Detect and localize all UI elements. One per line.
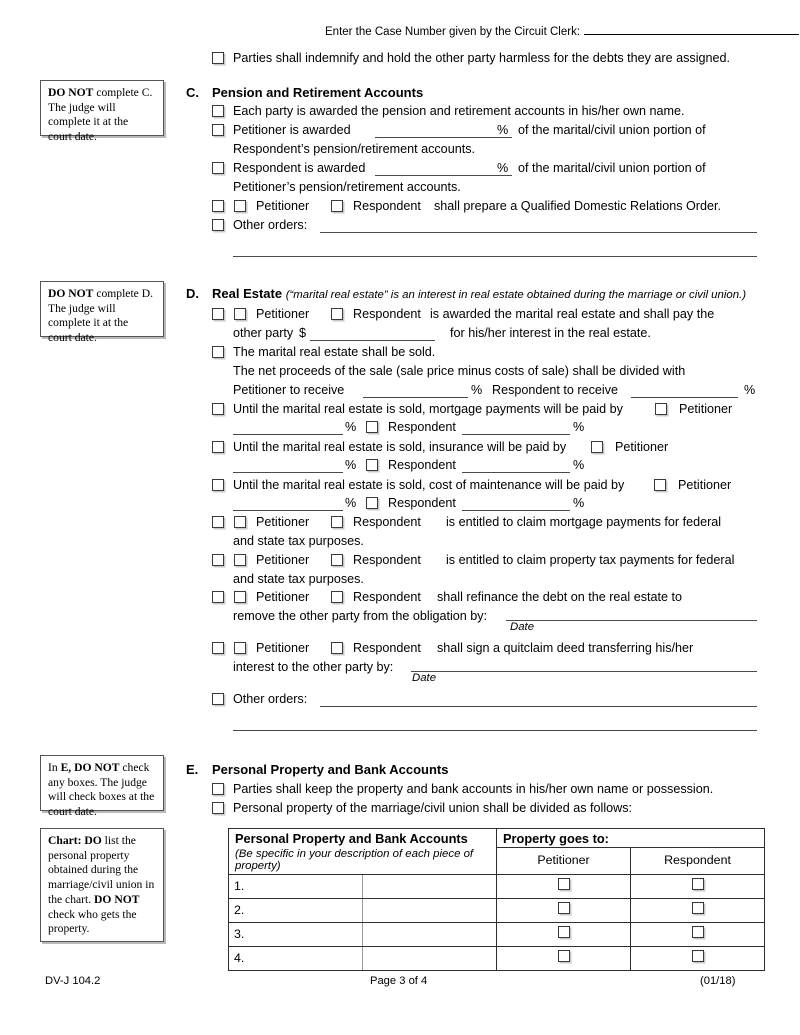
note-chart-bold1: Chart: DO (48, 834, 102, 847)
checkbox-indemnify[interactable] (212, 52, 224, 64)
table-row (229, 898, 765, 922)
c-petitioner-awarded-line2: Respondent’s pension/retirement accounts. (233, 142, 475, 156)
d-mortgage-percent-1: % (345, 420, 357, 434)
table-row-number: 1. (229, 874, 363, 898)
checkbox-row3-respondent[interactable] (692, 926, 704, 938)
note-chart-line4: marriage/civil union in (48, 878, 155, 892)
c-qdro-tail: shall prepare a Qualified Domestic Relations Order. (434, 199, 721, 213)
table-row-number: 4. (229, 946, 363, 970)
note-chart-line5a: the chart. (48, 892, 95, 906)
note-c-line4: court date. (48, 130, 97, 144)
c-other-orders-blank-2[interactable] (233, 256, 757, 257)
d-maintenance-percent-2: % (573, 496, 585, 510)
checkbox-c-respondent-awarded[interactable] (212, 162, 224, 174)
note-e-post: check (119, 761, 150, 774)
checkbox-row1-petitioner[interactable] (558, 878, 570, 890)
footer-page-number: Page 3 of 4 (370, 975, 428, 987)
note-e-line3: will check boxes at the (48, 790, 155, 804)
indemnify-text: Parties shall indemnify and hold the other party harmless for the debts they are assigned. (233, 51, 731, 65)
checkbox-d-property-claim-respondent[interactable] (331, 554, 343, 566)
c-respondent-percent-symbol: % (497, 161, 509, 175)
note-d-rest: complete D. (93, 287, 153, 300)
d-net-proceeds-text: The net proceeds of the sale (sale price minus costs of sale) shall be divided with (233, 364, 686, 378)
table-cell-respondent[interactable] (631, 898, 765, 922)
table-cell-respondent[interactable] (631, 922, 765, 946)
c-respondent-awarded-line2: Petitioner’s pension/retirement accounts. (233, 180, 461, 194)
table-row-description[interactable] (363, 874, 497, 898)
c-qdro-respondent-label: Respondent (353, 199, 421, 213)
d-quitclaim-line2: interest to the other party by: (233, 660, 394, 674)
table-row-number: 3. (229, 922, 363, 946)
checkbox-d-property-claim-item[interactable] (212, 554, 224, 566)
section-e-title: Personal Property and Bank Accounts (212, 762, 449, 777)
d-insurance-percent-2: % (573, 458, 585, 472)
d-other-orders-blank-2[interactable] (233, 730, 757, 731)
checkbox-c-each-party[interactable] (212, 105, 224, 117)
d-shall-be-sold-text: The marital real estate shall be sold. (233, 345, 436, 359)
checkbox-d-quitclaim-item[interactable] (212, 642, 224, 654)
d-refinance-petitioner-label: Petitioner (256, 590, 310, 604)
d-dollar-sign: $ (299, 326, 307, 340)
d-maintenance-petitioner-label: Petitioner (678, 478, 732, 492)
section-d-letter: D. (186, 286, 199, 301)
e-divide-property-text: Personal property of the marriage/civil union shall be divided as follows: (233, 801, 633, 815)
checkbox-d-mortgage-claim-petitioner[interactable] (234, 516, 246, 528)
d-for-interest-text: for his/her interest in the real estate. (450, 326, 651, 340)
table-header-main: Personal Property and Bank Accounts (229, 829, 497, 848)
d-insurance-text: Until the marital real estate is sold, insurance will be paid by (233, 440, 567, 454)
personal-property-table (228, 828, 765, 971)
table-cell-petitioner[interactable] (497, 874, 631, 898)
note-chart-line6: check who gets the (48, 907, 137, 921)
c-petitioner-awarded-tail: of the marital/civil union portion of (518, 123, 706, 137)
table-row (229, 874, 765, 898)
d-petitioner-receive-percent: % (471, 383, 483, 397)
checkbox-d-mortgage-petitioner[interactable] (655, 403, 667, 415)
checkbox-row1-respondent[interactable] (692, 878, 704, 890)
note-e-bold: E, DO NOT (60, 761, 120, 774)
d-mortgage-percent-2: % (573, 420, 585, 434)
section-d-title-text: Real Estate (212, 286, 283, 301)
note-c-line3: complete it at the (48, 115, 129, 129)
checkbox-row4-petitioner[interactable] (558, 950, 570, 962)
section-c-title: Pension and Retirement Accounts (212, 85, 424, 100)
d-mortgage-claim-line2: and state tax purposes. (233, 534, 364, 548)
d-mortgage-petitioner-percent-blank[interactable] (233, 434, 343, 435)
table-row-description[interactable] (363, 922, 497, 946)
d-quitclaim-date-blank[interactable] (411, 671, 757, 672)
d-mortgage-claim-respondent-label: Respondent (353, 515, 421, 529)
d-petitioner-receive-label: Petitioner to receive (233, 383, 345, 397)
table-cell-respondent[interactable] (631, 874, 765, 898)
checkbox-c-qdro-petitioner[interactable] (234, 200, 246, 212)
d-property-claim-tail: is entitled to claim property tax payments for federal (446, 553, 735, 567)
case-number-header (325, 25, 799, 38)
d-mortgage-respondent-percent-blank[interactable] (462, 434, 570, 435)
section-e-letter: E. (186, 762, 199, 777)
checkbox-d-mortgage[interactable] (212, 403, 224, 415)
checkbox-row2-petitioner[interactable] (558, 902, 570, 914)
d-insurance-respondent-label: Respondent (388, 458, 456, 472)
d-mortgage-text: Until the marital real estate is sold, mortgage payments will be paid by (233, 402, 623, 416)
checkbox-d-quitclaim-respondent[interactable] (331, 642, 343, 654)
checkbox-row3-petitioner[interactable] (558, 926, 570, 938)
checkbox-d-mortgage-respondent[interactable] (366, 421, 378, 433)
d-insurance-petitioner-percent-blank[interactable] (233, 472, 343, 473)
checkbox-row2-respondent[interactable] (692, 902, 704, 914)
d-maintenance-text: Until the marital real estate is sold, cost of maintenance will be paid by (233, 478, 625, 492)
d-mortgage-claim-tail: is entitled to claim mortgage payments for federal (446, 515, 722, 529)
note-c-bold: DO NOT (48, 86, 94, 99)
note-chart-post1: list the (101, 834, 136, 847)
section-d-title (212, 286, 746, 301)
checkbox-d-maintenance[interactable] (212, 479, 224, 491)
c-each-party-text: Each party is awarded the pension and retirement accounts in his/her own name. (233, 104, 685, 118)
c-respondent-awarded-tail: of the marital/civil union portion of (518, 161, 706, 175)
table-row (229, 922, 765, 946)
d-quitclaim-respondent-label: Respondent (353, 641, 421, 655)
checkbox-c-qdro-item[interactable] (212, 200, 224, 212)
note-c-rest: complete C. (93, 86, 153, 99)
table-header-goes-to: Property goes to: (497, 829, 765, 848)
d-awarded-respondent-label: Respondent (353, 307, 421, 321)
d-insurance-respondent-percent-blank[interactable] (462, 472, 570, 473)
note-d-line2: The judge will (48, 301, 116, 315)
checkbox-c-petitioner-awarded[interactable] (212, 124, 224, 136)
checkbox-d-insurance-petitioner[interactable] (591, 441, 603, 453)
d-insurance-percent-1: % (345, 458, 357, 472)
table-col-respondent: Respondent (631, 848, 765, 875)
footer-form-number: DV-J 104.2 (45, 975, 101, 987)
note-box-do-not-complete-d (40, 281, 164, 345)
note-box-section-e-warning (40, 755, 164, 819)
c-petitioner-percent-blank[interactable] (375, 137, 512, 138)
table-cell-petitioner[interactable] (497, 946, 631, 970)
d-maintenance-percent-1: % (345, 496, 357, 510)
table-header-row-2 (229, 848, 765, 875)
checkbox-row4-respondent[interactable] (692, 950, 704, 962)
note-chart-line2: personal property (48, 848, 130, 862)
case-number-blank[interactable] (584, 25, 799, 35)
footer-revision-date: (01/18) (700, 975, 736, 987)
note-d-line3: complete it at the (48, 316, 129, 330)
checkbox-d-insurance-respondent[interactable] (366, 459, 378, 471)
checkbox-d-refinance-petitioner[interactable] (234, 591, 246, 603)
checkbox-d-insurance[interactable] (212, 441, 224, 453)
note-box-chart-instructions (40, 828, 164, 942)
c-other-orders-label: Other orders: (233, 218, 308, 232)
checkbox-d-mortgage-claim-respondent[interactable] (331, 516, 343, 528)
d-other-party-label: other party (233, 326, 294, 340)
d-refinance-date-blank[interactable] (506, 620, 757, 621)
section-d-title-paren: (“marital real estate” is an interest in real estate obtained during the marriage or civil union.) (285, 289, 746, 301)
d-maintenance-respondent-percent-blank[interactable] (462, 510, 570, 511)
e-keep-property-text: Parties shall keep the property and bank accounts in his/her own name or possession. (233, 782, 714, 796)
checkbox-d-other-orders[interactable] (212, 693, 224, 705)
d-maintenance-petitioner-percent-blank[interactable] (233, 510, 343, 511)
checkbox-c-other-orders[interactable] (212, 219, 224, 231)
d-refinance-respondent-label: Respondent (353, 590, 421, 604)
checkbox-d-mortgage-claim-item[interactable] (212, 516, 224, 528)
checkbox-d-refinance-respondent[interactable] (331, 591, 343, 603)
table-row (229, 946, 765, 970)
checkbox-d-awarded-item[interactable] (212, 308, 224, 320)
d-awarded-tail: is awarded the marital real estate and shall pay the (430, 307, 715, 321)
d-respondent-receive-label: Respondent to receive (492, 383, 619, 397)
d-other-orders-blank-1[interactable] (320, 706, 757, 707)
note-d-bold: DO NOT (48, 287, 94, 300)
note-e-line4: court date. (48, 805, 97, 819)
d-quitclaim-petitioner-label: Petitioner (256, 641, 310, 655)
c-other-orders-blank-1[interactable] (320, 232, 757, 233)
note-e-line2: any boxes. The judge (48, 775, 147, 789)
table-cell-petitioner[interactable] (497, 898, 631, 922)
checkbox-c-qdro-respondent[interactable] (331, 200, 343, 212)
table-cell-petitioner[interactable] (497, 922, 631, 946)
d-mortgage-claim-petitioner-label: Petitioner (256, 515, 310, 529)
table-col-petitioner: Petitioner (497, 848, 631, 875)
checkbox-d-property-claim-petitioner[interactable] (234, 554, 246, 566)
d-mortgage-petitioner-label: Petitioner (679, 402, 733, 416)
c-qdro-petitioner-label: Petitioner (256, 199, 310, 213)
note-c-line2: The judge will (48, 100, 116, 114)
note-e-pre: In (48, 761, 61, 774)
d-maintenance-respondent-label: Respondent (388, 496, 456, 510)
c-respondent-percent-blank[interactable] (375, 175, 512, 176)
table-row-number: 2. (229, 898, 363, 922)
c-respondent-awarded-text: Respondent is awarded (233, 161, 366, 175)
table-row-description[interactable] (363, 946, 497, 970)
d-refinance-tail: shall refinance the debt on the real estate to (437, 590, 683, 604)
checkbox-e-keep-property[interactable] (212, 783, 224, 795)
case-number-label: Enter the Case Number given by the Circuit Clerk: (325, 26, 581, 38)
d-buyout-amount-blank[interactable] (310, 340, 435, 341)
section-c-letter: C. (186, 85, 199, 100)
checkbox-d-maintenance-respondent[interactable] (366, 497, 378, 509)
checkbox-d-shall-be-sold[interactable] (212, 346, 224, 358)
d-petitioner-receive-blank[interactable] (363, 397, 468, 398)
checkbox-e-divide-property[interactable] (212, 802, 224, 814)
table-row-description[interactable] (363, 898, 497, 922)
note-chart-line5b: DO NOT (94, 892, 140, 906)
table-header-row-1 (229, 829, 765, 848)
note-chart-line3: obtained during the (48, 863, 139, 877)
c-petitioner-percent-symbol: % (497, 123, 509, 137)
checkbox-d-maintenance-petitioner[interactable] (654, 479, 666, 491)
checkbox-d-refinance-item[interactable] (212, 591, 224, 603)
d-respondent-receive-blank[interactable] (631, 397, 738, 398)
table-header-sub: (Be specific in your description of each piece of property) (229, 848, 497, 875)
d-awarded-petitioner-label: Petitioner (256, 307, 310, 321)
d-property-claim-petitioner-label: Petitioner (256, 553, 310, 567)
table-cell-respondent[interactable] (631, 946, 765, 970)
checkbox-d-awarded-respondent[interactable] (331, 308, 343, 320)
d-refinance-date-label: Date (510, 621, 535, 633)
d-quitclaim-date-label: Date (412, 672, 437, 684)
d-respondent-receive-percent: % (744, 383, 756, 397)
d-mortgage-respondent-label: Respondent (388, 420, 456, 434)
d-insurance-petitioner-label: Petitioner (615, 440, 669, 454)
note-d-line4: court date. (48, 331, 97, 345)
note-box-do-not-complete-c (40, 80, 164, 144)
note-chart-line7: property. (48, 922, 90, 936)
checkbox-d-quitclaim-petitioner[interactable] (234, 642, 246, 654)
c-petitioner-awarded-text: Petitioner is awarded (233, 123, 351, 137)
d-other-orders-label: Other orders: (233, 692, 308, 706)
d-refinance-line2: remove the other party from the obligation by: (233, 609, 488, 623)
d-property-claim-line2: and state tax purposes. (233, 572, 364, 586)
d-property-claim-respondent-label: Respondent (353, 553, 421, 567)
checkbox-d-awarded-petitioner[interactable] (234, 308, 246, 320)
d-quitclaim-tail: shall sign a quitclaim deed transferring his/her (437, 641, 694, 655)
